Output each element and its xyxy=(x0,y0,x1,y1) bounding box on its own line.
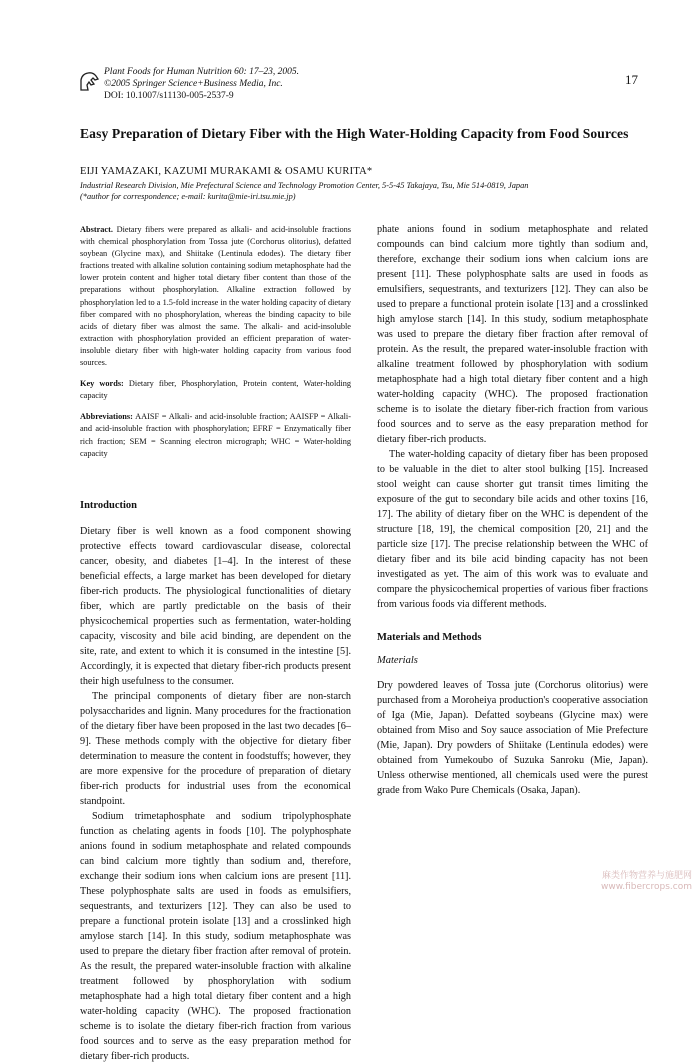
abbreviations-label: Abbreviations: xyxy=(80,412,133,422)
introduction-heading: Introduction xyxy=(80,499,137,511)
abstract xyxy=(80,224,351,369)
doi-line: DOI: 10.1007/s11130-005-2537-9 xyxy=(104,91,234,101)
affiliation-block xyxy=(80,180,640,202)
abbreviations-text: AAISF = Alkali- and acid-insoluble fraction; AAISFP = Alkali- and acid-insoluble fraction with phosphorylation; EFRF = Enzymatically fiber rich fraction; SEM = Scanning electron micrograph; WHC = Water-holding capacity xyxy=(80,412,352,458)
copyright-line: ©2005 Springer Science+Business Media, Inc. xyxy=(104,79,283,89)
methods-heading: Materials and Methods xyxy=(377,632,482,643)
journal-citation: Plant Foods for Human Nutrition 60: 17–23, 2005. xyxy=(104,67,300,77)
right-column xyxy=(377,222,648,798)
left-column xyxy=(80,224,352,1062)
site-watermark xyxy=(601,871,692,893)
author-list: EIJI YAMAZAKI, KAZUMI MURAKAMI & OSAMU KURITA* xyxy=(80,166,373,177)
intro-paragraph-3: Sodium trimetaphosphate and sodium tripolyphosphate function as chelating agents in foods [10]. The polyphosphate anions found in sodium metaphosphate and related compounds can bind calcium more tightly than sodium and, therefore, exchange their sodium ions when calcium ions are present [11]. These polyphosphate salts are used in foods as emulsifiers, sequestrants, and texturizers [12]. They can also be used to prepare a functional protein isolate [13] and a crosslinked high amylose starch [14]. In this study, sodium metaphosphate was used to prepare the dietary fiber fraction after removal of protein. As the result, the prepared water-insoluble fraction with alkaline treatment followed by phosphorylation with sodium metaphosphate had a high total dietary fiber content and a high water-holding capacity (WHC). The proposed fractionation scheme is to isolate the dietary fiber-rich fraction from various food sources and to serve as the easy preparation method for dietary fiber-rich products. xyxy=(80,810,351,1062)
abstract-text: Dietary fibers were prepared as alkali- and acid-insoluble fractions with chemical phosphorylation from Tossa jute (Corchorus olitorius), defatted soybean (Glycine max), and Shiitake (Lentinula edodes). The dietary fiber fractions treated with alkaline solution containing sodium metaphosphate had the lower protein content and higher total dietary fiber content than those of the preparations without phosphorylation. Alkaline extraction followed by phosphorylation led to a 1.5-fold increase in the water holding capacity of dietary fiber compared with no phosphorylation, whereas the binding capacity to bile acids of dietary fiber was almost the same. The alkali- and acid-insoluble extraction with phosphorylation provided an efficient preparation of water-insoluble dietary fiber with high-water holding capacity from various food sources. xyxy=(80,225,351,368)
abbreviations xyxy=(80,411,351,459)
intro-paragraph-3-continued: phate anions found in sodium metaphosphate and related compounds can bind calcium more tightly than sodium and, therefore, exchange their sodium ions when calcium ions are present [11]. These polyphosphate salts are used in foods as emulsifiers, sequestrants, and texturizers [12]. They can also be used to prepare a functional protein isolate [13] and a crosslinked high amylose starch [14]. In this study, sodium metaphosphate was used to prepare the dietary fiber fraction after removal of protein. As the result, the prepared water-insoluble fraction with alkaline treatment followed by phosphorylation with sodium metaphosphate had a high total dietary fiber content and a high water-holding capacity (WHC). The proposed fractionation scheme is to isolate the dietary fiber-rich fraction from various food sources and to serve as the easy preparation method for dietary fiber-rich products. xyxy=(377,224,648,445)
paper-title: Easy Preparation of Dietary Fiber with the High Water-Holding Capacity from Food Sources xyxy=(80,126,629,141)
keywords-text: Dietary fiber, Phosphorylation, Protein content, Water-holding capacity xyxy=(80,379,352,401)
keywords xyxy=(80,378,351,402)
keywords-label: Key words: xyxy=(80,379,124,389)
affiliation: Industrial Research Division, Mie Prefectural Science and Technology Promotion Center, 5-5-45 Takajaya, Tsu, Mie 514-0819, Japan xyxy=(80,181,529,190)
intro-paragraph-4: The water-holding capacity of dietary fiber has been proposed to be valuable in the diet to alter stool bulking [15]. Increased stool weight can cause shorter gut transit times limiting the exposure of the gut to secondary bile acids and other toxins [16, 17]. The ability of dietary fiber on the WHC is dependent of the structure [18, 19], the chemical composition [20, 21] and the particle size [17]. The precise relationship between the WHC of dietary fiber and its bile acid binding capacity has not been investigated as yet. The aim of this work was to evaluate and compare the physicochemical properties of various fiber fractions from various foods via different methods. xyxy=(377,449,648,610)
materials-paragraph: Dry powdered leaves of Tossa jute (Corchorus olitorius) were purchased from a Moroheiya production's cooperative association of Iga (Mie, Japan). Defatted soybeans (Glycine max) were obtained from Miso and Soy sauce association of Mie Prefecture (Mie, Japan). Dry powders of Shiitake (Lentinula edodes) were obtained from Yumekoubo of Suzuka Sanroku (Mie, Japan). Unless otherwise mentioned, all chemicals used were the purest grade from Wako Pure Chemicals (Osaka, Japan). xyxy=(377,680,648,796)
springer-horse-icon xyxy=(78,70,100,94)
watermark-line-2: www.fibercrops.com xyxy=(601,882,692,892)
watermark-line-1: 麻类作物营养与施肥网 xyxy=(601,871,692,881)
intro-paragraph-2: The principal components of dietary fiber are non-starch polysaccharides and lignin. Many procedures for the fractionation of the dietary fiber have been proposed in the last two decades [6–9]. These methods comply with the objective for dietary fiber determination to measure the content in foodstuffs; however, they are more expensive for the procedure of preparation of dietary fiber-rich products for industrial uses from the economical standpoint. xyxy=(80,690,351,807)
materials-subheading: Materials xyxy=(377,655,418,666)
page-number: 17 xyxy=(625,72,638,87)
abstract-label: Abstract. xyxy=(80,225,113,234)
correspondence: (*author for correspondence; e-mail: kurita@mie-iri.tsu.mie.jp) xyxy=(80,192,296,201)
intro-paragraph-1: Dietary fiber is well known as a food component showing protective effects toward cardiovascular disease, colorectal cancer, obesity, and diabetes [1–4]. In the interest of these beneficial effects, a large market has been developed for dietary fiber-rich products. The physiological functionalities of dietary fiber, which are partly predictable on the basis of their physicochemical properties such as fermentation, water-holding capacity, viscosity and bile acid binding, are dependent on the site, rate, and extent to which it is consumed in the intestine [5]. Accordingly, it is expected that dietary fiber-rich products present their high usefulness to the consumer. xyxy=(80,525,351,687)
